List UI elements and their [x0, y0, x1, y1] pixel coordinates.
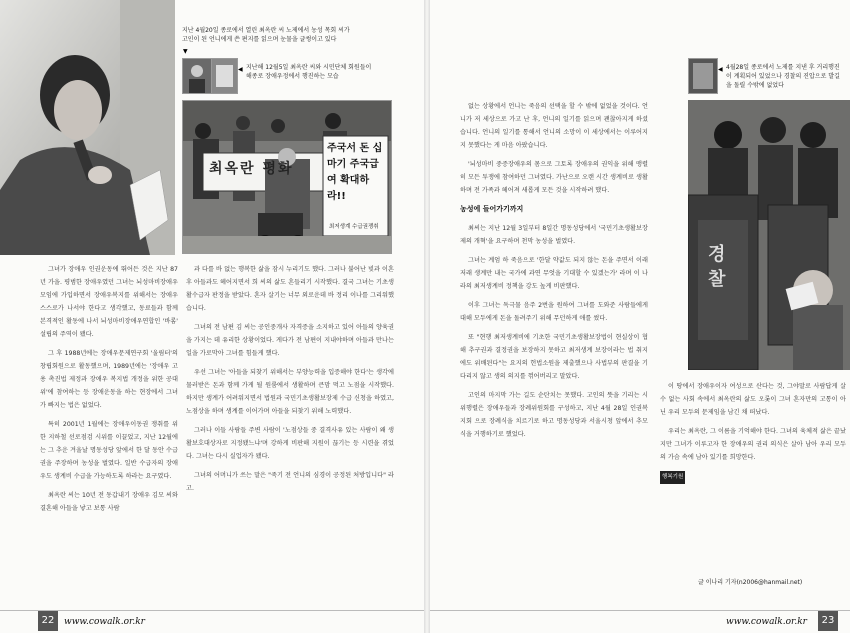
caption-arrow-left-icon: ◀ — [718, 66, 723, 73]
section-heading: 농성에 들어가기까지 — [460, 205, 524, 213]
right-page — [430, 0, 850, 633]
caption-arrow-left-icon: ◀ — [238, 66, 243, 73]
paragraph: 또 "현행 최저생계비에 기초한 국민기초생활보장법이 현실상이 협해 추구권과 결정권을 보장하지 못하고 최저생계 보장이라는 법 취지에도 위배된다"는 요지의 헌법소원을 제출했으나 사법부의 판결을 기다리지 않고 생의 의지를 꺾어버리고 말았다. — [460, 334, 648, 380]
paragraph: 고인의 마지막 가는 길도 순탄치는 못했다. 고인의 뜻을 기리는 시위행렬은 장애우들과 장례위원회를 구성하고, 지난 4월 28일 인권복지회 으로 장례식을 치르기로 하고 명동성당과 서울시청 앞에서 추모식을 거행하기로 했었다. — [460, 392, 648, 438]
caption-arrow-icon: ▼ — [183, 48, 188, 55]
paragraph: 우선 그녀는 '아들을 되찾기 위해서는 부양능력을 입증해야 한다'는 생각에 물러받은 돈과 함께 가게 될 원룸에서 생활하며 큰맘 먹고 노점을 시작했다. 하지만 생계가 어려워지면서 법원과 국민기초생활보장제 수급 신청을 하였고, 노점상을 하며 생계를 이어가며 아들을 되찾기 위해 노력했다. — [186, 369, 394, 415]
left-page — [0, 0, 424, 633]
author-tag: 행복기원 — [660, 471, 685, 484]
photo-caption-top: 4월28일 종로에서 노제를 지낸 후 거리행진이 계획되어 있었으나 경찰의 진압으로 발길을 돌릴 수밖에 없었다 — [726, 64, 840, 89]
right-footer — [430, 610, 850, 631]
paragraph: 그러나 이들 사람들 주변 사람이 '노점상들 중 결격사유 있는 사람이 왜 생활보호대상자로 지정됐느냐'며 강하게 비판해 지원이 끊기는 등 시련을 겪었다. 그녀는 다시 실업자가 됐다. — [186, 427, 394, 460]
svg-text:찰: 찰 — [708, 269, 726, 290]
paragraph: 최옥란 씨는 10년 전 동갑내기 장애우 김모 씨와 결혼해 아들을 낳고 보통 사람 — [40, 492, 178, 512]
protest-sign-subtext: 최저생계 수급권쟁취 — [329, 224, 379, 230]
page-number: 22 — [38, 611, 58, 631]
paragraph: 그 후 1988년에는 장애우문제연구회 '울림터'의 창립회원으로 활동했으며, 1989년에는 '장애우 고용 촉진법 제정과 장애우 복지법 개정을 위한 공대위'에 참여하는 등 장애운동을 하는 현장에서 그녀가 빠지는 법은 없었다. — [40, 350, 178, 409]
paragraph: 우리는 최옥란, 그 이름을 기억해야 한다. 그녀의 육체적 삶은 끝났지만 그녀가 이루고자 한 장애우의 권리 의식은 살아 남아 우리 모두의 가슴 속에 남아 있기를 희망한다. — [660, 428, 846, 461]
portrait-photo — [0, 0, 175, 255]
left-text-column-2 — [186, 263, 394, 603]
paragraph: 과 다를 바 없는 행복한 삶을 잠시 누리기도 했다. 그러나 불어난 빚과 이혼 후 아들과도 헤어지면서 희 씨의 삶도 흔들리기 시작했다. 결국 그녀는 기초생활수급자 판정을 받았다. 혼자 살기는 너무 외로운데 바 정리 이나를 그리워했습니다. — [186, 266, 394, 312]
paragraph: 그녀는 계엄 하 죽음으로 '한달 약값도 되지 않는 돈을 주면서 이래 저래 생계만 내는 국가에 과연 무엇을 기대할 수 있겠는가' 라며 이 나라의 최저생계비 정책을 강도 높게 비판했다. — [460, 257, 648, 290]
police-photo — [688, 100, 850, 370]
protest-banner-text: 최옥란 평화 — [209, 161, 294, 177]
footer-url: www.cowalk.or.kr — [64, 617, 145, 627]
thumbnail-photo-3 — [688, 58, 718, 94]
footer-url: www.cowalk.or.kr — [726, 617, 807, 627]
svg-text:경: 경 — [708, 244, 726, 265]
paragraph: 이후 그녀는 독극물 음주 2번을 원하여 그녀를 도와준 사람들에게 대해 모두에게 돈을 돌려주기 위해 무던하게 애를 썼다. — [460, 302, 648, 322]
photo-caption-small: 지난해 12월5일 최옥란 씨와 시민단체 회원들이 해종로 장애우정에서 행진하는 모습 — [246, 64, 372, 80]
paragraph: 없는 상황에서 언니는 죽음의 선택을 할 수 밖에 없었을 것이다. 언니가 저 세상으로 가고 난 후, 언니의 일기를 읽으며 괜찮아지게 하셨습니다. 언니의 일기를 통해서 언니의 소망이 이 세상에서는 이루어지지 못했다는 게 마음 아팠습니다. — [460, 103, 648, 149]
thumbnail-photo-2 — [211, 58, 238, 94]
left-text-column-1 — [40, 263, 178, 603]
thumbnail-photo-1 — [182, 58, 212, 94]
left-footer — [0, 610, 424, 631]
right-text-column-1 — [460, 100, 648, 600]
paragraph: 그녀의 어머니가 쓰는 말은 "죽기 전 언니의 심경이 공정된 처방입니다" 라고. — [186, 472, 394, 492]
paragraph: 그녀의 전 남편 김 씨는 공인중개사 자격증을 소지하고 있어 아들의 양육권을 가지는 데 유리한 상황이었다. 게다가 전 남편이 지내야하며 아들과 만나는 일을 가로막아 그녀를 힘들게 했다. — [186, 324, 394, 357]
paragraph: 이 땅에서 장애우이자 여성으로 산다는 것, 그야말로 사람답게 살 수 없는 사회 속에서 최옥란의 삶도 오롯이 그녀 혼자만의 고통이 아닌 우리 모두의 문제임을 남긴 채 떠났다. — [660, 383, 846, 416]
paragraph: 최씨는 지난 12월 3일부터 8일간 명동성당에서 '국민기초생활보장제의 개혁'을 요구하며 천막 농성을 벌였다. — [460, 225, 648, 245]
right-text-column-2 — [660, 380, 846, 550]
author-signature: 글 이나리 기자(n2006@hanmail.net) — [698, 579, 803, 586]
paragraph: '뇌성마비 중증장애우의 몸으로 그토록 장애우의 권익을 위해 맹렬히 모든 투쟁에 참여하던 그녀였다. 가난으로 오랜 시간 생계비로 생활하며 전 가족과 헤어져 새롭게 모든 것을 시작하려 했다. — [460, 161, 648, 194]
photo-caption-top: 지난 4월20일 종로에서 열린 최옥란 씨 노제에서 농성 목회 씨가 고인이 된 언니에게 쓴 편지를 읽으며 눈물을 글썽이고 있다 — [182, 27, 350, 43]
protest-sign-text: 주국서 돈 십마기 주국급여 확대하라!! — [327, 143, 383, 202]
protest-photo — [182, 100, 392, 254]
paragraph: 특히 2001년 1월에는 장애우이동권 쟁취를 위한 지하철 선로점검 시위를 이끌었고, 지난 12월에는 그 추운 겨울날 명동성당 앞에서 한 달 동안 수급권을 주장하며 농성을 벌였다. 일반 수급자의 장애우도 생계비 수급을 가능하도록 하라는 요구였다. — [40, 421, 178, 480]
page-number: 23 — [818, 611, 838, 631]
paragraph: 그녀가 장애우 인권운동에 뛰어든 것은 지난 87년 가을. 평범한 장애우였던 그녀는 뇌성마비장애우 모임에 가입하면서 장애우복지를 위해서는 장애우 스스로가 나서야 한다고 생각했고, 동료들과 함께 본격적인 활동에 나서 뇌성마비장애우연합인 '바롬' 설립의 주역이 됐다. — [40, 266, 178, 338]
